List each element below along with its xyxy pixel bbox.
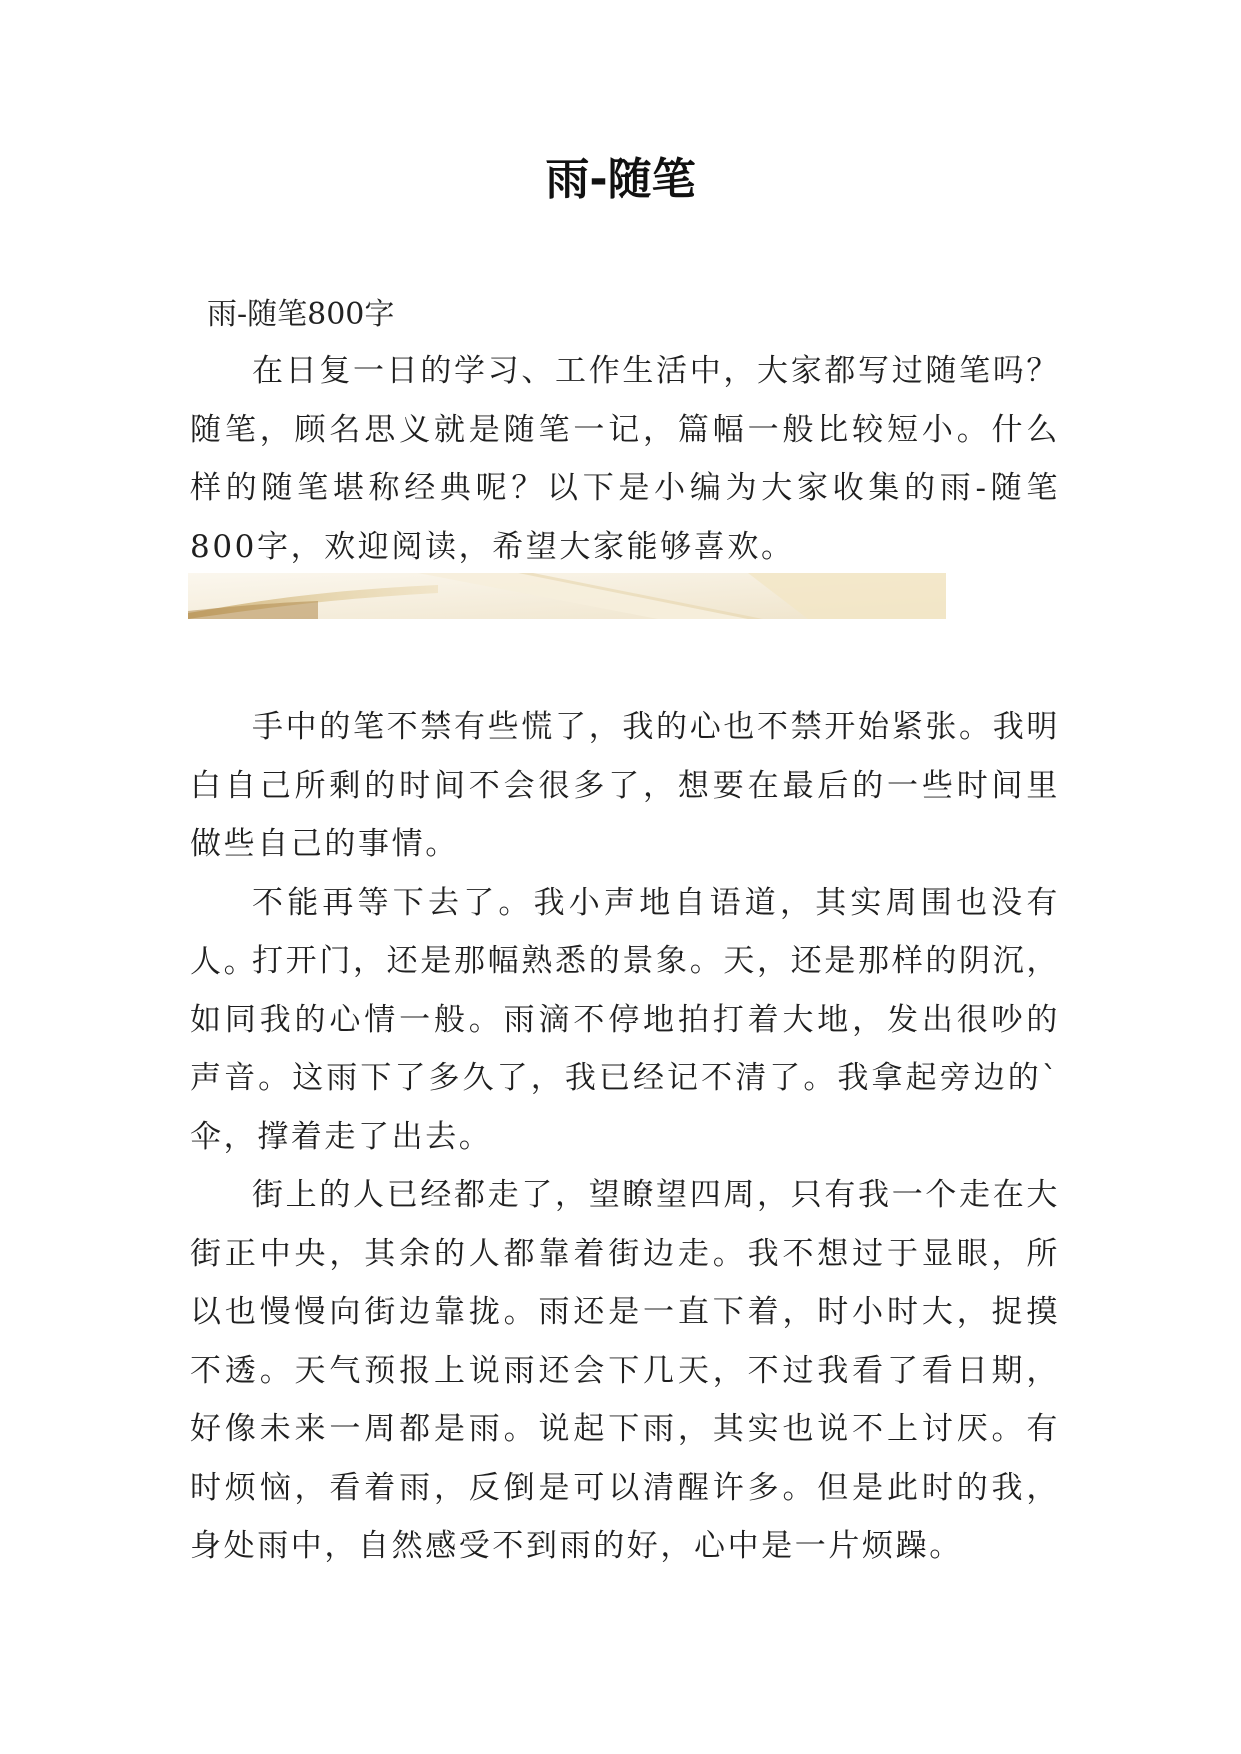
decorative-banner-image — [188, 573, 946, 619]
body-paragraph: 街上的人已经都走了，望瞭望四周，只有我一个走在大街正中央，其余的人都靠着街边走。我不想过于显眼，所以也慢慢向街边靠拢。雨还是一直下着，时小时大，捉摸不透。天气预报上说雨还会下几天，不过我看了看日期，好像未来一周都是雨。说起下雨，其实也说不上讨厌。有时烦恼，看着雨，反倒是可以清醒许多。但是此时的我，身处雨中，自然感受不到雨的好，心中是一片烦躁。 — [190, 1177, 1060, 1564]
intro-paragraph: 在日复一日的学习、工作生活中，大家都写过随笔吗？随笔，顾名思义就是随笔一记，篇幅一般比较短小。什么样的随笔堪称经典呢？以下是小编为大家收集的雨-随笔800字，欢迎阅读，希望大家能够喜欢。 — [190, 353, 1060, 565]
document-subtitle: 雨-随笔800字 — [207, 297, 395, 332]
body-paragraph: 不能再等下去了。我小声地自语道，其实周围也没有人。 — [190, 885, 1060, 980]
body-paragraph: 打开门，还是那幅熟悉的景象。天，还是那样的阴沉，如同我的心情一般。雨滴不停地拍打着大地，发出很吵的声音。这雨下了多久了，我已经记不清了。我拿起旁边的`伞，撑着走了出去。 — [190, 943, 1060, 1155]
body-paragraph: 手中的笔不禁有些慌了，我的心也不禁开始紧张。我明白自己所剩的时间不会很多了，想要在最后的一些时间里做些自己的事情。 — [190, 709, 1060, 862]
document-title: 雨-随笔 — [545, 154, 696, 205]
